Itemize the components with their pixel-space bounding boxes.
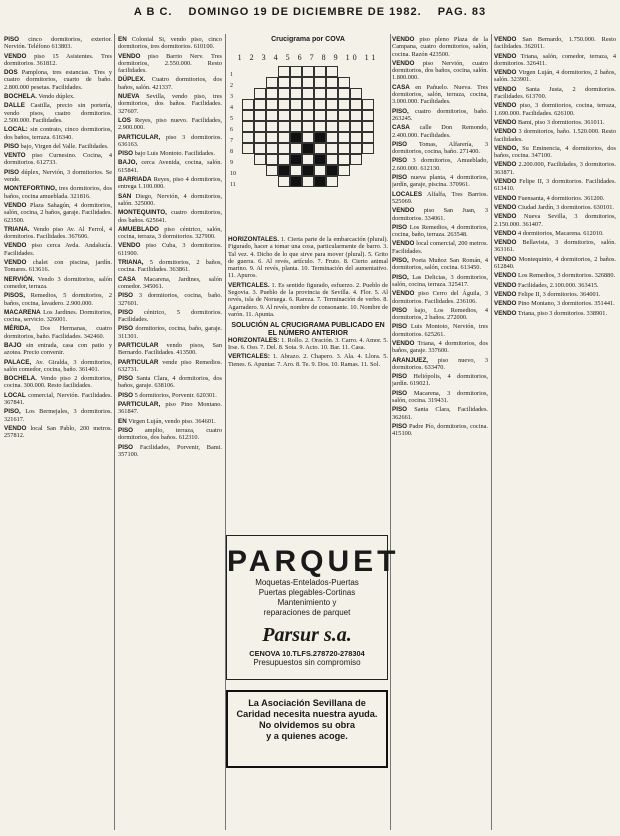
crossword-cell bbox=[266, 77, 278, 88]
ad-line: reparaciones de parquet bbox=[263, 608, 351, 617]
crossword-cell bbox=[362, 121, 374, 132]
classified-ad: PISO dormitorios, cocina, baño, garaje. 311301. bbox=[118, 325, 222, 340]
crossword-cell bbox=[266, 99, 278, 110]
classified-ad: PISO Luis Montoto, Nervión, tres dormitorios. 625261. bbox=[392, 323, 488, 338]
classified-ad: VENDO Los Remedios, 3 dormitorios. 326880. bbox=[494, 272, 616, 280]
crossword-cell bbox=[302, 88, 314, 99]
crossword-cell bbox=[362, 88, 374, 99]
crossword-cell bbox=[278, 176, 290, 187]
classified-ad: VENDO piso Cerro del Águila, 3 dormitorios. Facilidades. 236106. bbox=[392, 290, 488, 305]
classifieds-column-2 bbox=[118, 36, 222, 826]
classified-ad: VENDO Ciudad Jardín, 3 dormitorios. 630101. bbox=[494, 203, 615, 211]
classified-ad: BOCHELA. Vendo piso 2 dormitorios, cocina. 300.000. Resto facilidades. bbox=[4, 375, 112, 390]
charity-line: La Asociación Sevillana de bbox=[248, 698, 366, 708]
crossword-cell bbox=[254, 176, 266, 187]
crossword-cell bbox=[254, 110, 266, 121]
crossword-cell bbox=[290, 77, 302, 88]
crossword-cell bbox=[290, 88, 302, 99]
crossword-cell bbox=[338, 110, 350, 121]
crossword-cell bbox=[290, 132, 302, 143]
classified-ad: VENDO Virgen Luján, 4 dormitorios, 2 baños, salón. 323901. bbox=[494, 69, 616, 84]
crossword-cell bbox=[254, 66, 266, 77]
classified-ad: VENDO piso Cuba, 3 dormitorios. 611900. bbox=[118, 242, 222, 257]
classified-ad: PISO 3 dormitorios, Amueblado, 2.600.000. 612130. bbox=[392, 157, 488, 172]
classified-ad: TRIANA. Vendo piso Av. Al Ferrol, 4 dormitorios. Facilidades. 367606. bbox=[4, 225, 112, 241]
classified-ad: LOS Reyes, piso nuevo. Facilidades, 2.900.000. bbox=[118, 116, 222, 132]
crossword-cell bbox=[266, 66, 278, 77]
crossword-cell bbox=[302, 143, 314, 154]
classifieds-column-5 bbox=[392, 36, 488, 826]
crossword-cell bbox=[326, 165, 338, 176]
crossword-cell bbox=[350, 77, 362, 88]
classified-ad: PISO céntrico, 5 dormitorios. Facilidades. bbox=[118, 308, 222, 324]
classified-ad: PISO Los Remedios, 4 dormitorios, cocina, baño, terraza. 263548. bbox=[392, 223, 488, 239]
crossword-cell bbox=[314, 110, 326, 121]
classified-ad: CASA calle Don Remondo, 2.400.000. Facilidades. bbox=[392, 124, 488, 139]
crossword-cell bbox=[302, 66, 314, 77]
crossword-cell bbox=[242, 143, 254, 154]
crossword-cell bbox=[290, 165, 302, 176]
classified-ad: VENDO Fuensanta, 4 dormitorios. 361200. bbox=[494, 194, 605, 202]
classified-ad: VENDO piso cerca Avda. Andalucía. Facilidades. bbox=[4, 242, 112, 257]
classified-ad: DÚPLEX. Cuatro dormitorios, dos baños, salón. 421337. bbox=[118, 76, 222, 91]
classified-ad: VENDO 2.200.000, Facilidades, 3 dormitorios. 363871. bbox=[494, 161, 616, 176]
crossword-cell bbox=[314, 165, 326, 176]
classified-ad: DALLE Castilla, precio sin portería, vendo pisos, cuatro dormitorios. 2.500.000. Facilidades. bbox=[4, 102, 112, 124]
crossword-cell bbox=[350, 154, 362, 165]
classified-ad: VENDO Triana, salón, comedor, terraza, 4 dormitorios. 326411. bbox=[494, 52, 616, 67]
classified-ad: VENDO Pino Montano, 3 dormitorios. 351441. bbox=[494, 300, 615, 308]
crossword-cell bbox=[314, 132, 326, 143]
crossword-cell bbox=[326, 176, 338, 187]
crossword-cell bbox=[314, 77, 326, 88]
classified-ad: PISO, Las Delicias, 3 dormitorios, salón, cocina, terraza. 325417. bbox=[392, 273, 488, 288]
classified-ad: PARTICULAR vende piso Remedios. 632731. bbox=[118, 358, 222, 373]
crossword-cell bbox=[266, 110, 278, 121]
crossword-cell bbox=[266, 143, 278, 154]
crossword-cell bbox=[362, 154, 374, 165]
crossword-cell bbox=[314, 99, 326, 110]
crossword-row-number: 3 bbox=[230, 94, 233, 100]
crossword-row-number: 10 bbox=[230, 171, 236, 177]
crossword-cell bbox=[326, 110, 338, 121]
paper-name: A B C. bbox=[133, 6, 173, 18]
crossword-cell bbox=[254, 121, 266, 132]
classified-ad: VENDO piso 15 Asistentes. Tres dormitorios. 361812. bbox=[4, 52, 112, 67]
classified-ad: NUEVA Sevilla, vendo piso, tres dormitorios, dos baños. Facilidades. 327607. bbox=[118, 93, 222, 115]
crossword-cell bbox=[350, 121, 362, 132]
crossword-row-number: 8 bbox=[230, 149, 233, 155]
ad-logo: Parsur s.a. bbox=[262, 624, 352, 646]
crossword-cell bbox=[266, 154, 278, 165]
classified-ad: PISO, cuatro dormitorios, baño. 263245. bbox=[392, 107, 488, 122]
classified-ad: EN Virgen Luján, vendo piso. 364601. bbox=[118, 417, 216, 425]
classified-ad: VENDO local San Pablo, 200 metros. 257812. bbox=[4, 424, 112, 440]
classified-ad: VENDO chalet con piscina, jardín. Tomares. 613616. bbox=[4, 259, 112, 274]
classified-ad: VENDO piso Nervión, cuatro dormitorios, dos baños, cocina, salón. 1.800.000. bbox=[392, 59, 488, 82]
classified-ad: VENDO 4 dormitorios, Macarena. 612010. bbox=[494, 229, 604, 237]
classified-ad: AMUEBLADO piso céntrico, salón, cocina, terraza, 3 dormitorios. 327900. bbox=[118, 225, 222, 241]
classified-ad: VENDO piso San Juan, 3 dormitorios. 334061. bbox=[392, 207, 488, 222]
crossword-cell bbox=[326, 77, 338, 88]
classified-ad: PISO, Poeta Muñoz San Román, 4 dormitorios, salón, cocina. 613450. bbox=[392, 257, 488, 272]
crossword-cell bbox=[266, 88, 278, 99]
crossword-row-number: 11 bbox=[230, 182, 236, 188]
ad-line: Moquetas-Entelados-Puertas bbox=[255, 578, 359, 587]
classified-ad: PISO Heliópolis, 4 dormitorios, jardín. 619021. bbox=[392, 373, 488, 388]
classified-ad: PISO Tomas, Alfarería, 3 dormitorios, cocina, baño. 271400. bbox=[392, 140, 488, 156]
classified-ad: VENDO, Su Eminencia, 4 dormitorios, dos baños, cocina. 347100. bbox=[494, 144, 616, 160]
classified-ad: MONTEFORTINO, tres dormitorios, dos baños, cocina amueblada. 321816. bbox=[4, 185, 112, 200]
crossword-cell bbox=[350, 132, 362, 143]
crossword-cell bbox=[278, 165, 290, 176]
classified-ad: EN Colonial Si, vendo piso, cinco dormitorios, tres dormitorios. 610100. bbox=[118, 36, 222, 51]
classified-ad: VENDO Facilidades, 2.100.000. 363415. bbox=[494, 281, 599, 289]
classified-ad: BOCHELA. Vendo dúplex. bbox=[4, 93, 75, 101]
classified-ad: PARTICULAR, piso Pino Montano. 361847. bbox=[118, 401, 222, 416]
crossword-cell bbox=[350, 110, 362, 121]
classified-ad: PISO amplio, terraza, cuatro dormitorios, dos baños. 612310. bbox=[118, 426, 222, 442]
classified-ad: VENDO 3 dormitorios, baño. 1.520.000. Resto facilidades. bbox=[494, 128, 616, 143]
crossword-grid bbox=[242, 66, 374, 187]
crossword-cell bbox=[242, 99, 254, 110]
classified-ad: LOCAL comercial, Nervión. Facilidades. 367841. bbox=[4, 391, 112, 407]
crossword-row-number: 5 bbox=[230, 116, 233, 122]
classified-ad: LOCAL: sin contrato, cinco dormitorios, dos baños, terraza. 616340. bbox=[4, 126, 112, 141]
crossword-cell bbox=[314, 66, 326, 77]
crossword-cell bbox=[362, 176, 374, 187]
crossword-title: Crucigrama por COVA bbox=[271, 36, 345, 43]
classified-ad: NERVIÓN. Vendo 3 dormitorios, salón comedor, terraza. bbox=[4, 275, 112, 290]
classified-ad: MONTEQUINTO, cuatro dormitorios, dos baños. 625641. bbox=[118, 209, 222, 224]
crossword-cell bbox=[242, 132, 254, 143]
classified-ad: CASA Macarena, Jardines, salón comedor. 345061. bbox=[118, 275, 222, 290]
crossword-cell bbox=[326, 132, 338, 143]
classified-ad: VENDO Felipe II, 3 dormitorios. 364001. bbox=[494, 290, 601, 298]
crossword-cell bbox=[278, 132, 290, 143]
classified-ad: MACARENA Los Jardines. Dormitorios, cocina, servicio. 326001. bbox=[4, 308, 112, 324]
crossword-cell bbox=[290, 110, 302, 121]
crossword-cell bbox=[242, 77, 254, 88]
crossword bbox=[228, 36, 388, 187]
classified-ad: VENDO Montequinto, 4 dormitorios, 2 baños. 612840. bbox=[494, 255, 616, 271]
classified-ad: PISO Santa Clara, 4 dormitorios, dos baños, garaje. 638106. bbox=[118, 375, 222, 390]
crossword-cell bbox=[254, 77, 266, 88]
crossword-cell bbox=[254, 99, 266, 110]
crossword-cell bbox=[242, 154, 254, 165]
classified-ad: PARTICULAR vendo pisos, San Bernardo. Facilidades. 413500. bbox=[118, 341, 222, 357]
crossword-cell bbox=[254, 143, 266, 154]
crossword-cell bbox=[266, 121, 278, 132]
crossword-cell bbox=[278, 121, 290, 132]
crossword-cell bbox=[302, 110, 314, 121]
classified-ad: PALACE, Av. Giralda, 3 dormitorios, salón comedor, cocina, baño. 361401. bbox=[4, 358, 112, 373]
crossword-cell bbox=[362, 110, 374, 121]
classified-ad: VENDO Nueva Sevilla, 3 dormitorios, 2.150.000. 361407. bbox=[494, 213, 616, 228]
crossword-cell bbox=[314, 88, 326, 99]
classified-ad: PISO 5 dormitorios, Porvenir. 620301. bbox=[118, 391, 217, 399]
issue-date: DOMINGO 19 DE DICIEMBRE DE 1982. bbox=[188, 6, 422, 18]
column-rule bbox=[390, 34, 391, 830]
crossword-row-number: 2 bbox=[230, 83, 233, 89]
crossword-cell bbox=[278, 143, 290, 154]
crossword-cell bbox=[266, 132, 278, 143]
crossword-cell bbox=[326, 143, 338, 154]
crossword-cell bbox=[314, 176, 326, 187]
crossword-cell bbox=[290, 66, 302, 77]
crossword-cell bbox=[278, 66, 290, 77]
ad-tagline: Presupuestos sin compromiso bbox=[253, 658, 361, 667]
classified-ad: VENDO Triana, 4 dormitorios, dos baños, garaje. 337600. bbox=[392, 339, 488, 355]
crossword-cell bbox=[254, 88, 266, 99]
crossword-cell bbox=[350, 165, 362, 176]
crossword-cell bbox=[314, 143, 326, 154]
crossword-cell bbox=[338, 77, 350, 88]
charity-line: y a quienes acoge. bbox=[266, 731, 348, 741]
vertical-clues: VERTICALES. 1. Es sentido figurado, esfuerzo. 2. Pueblo de Segovia. 3. Pueblo de la provincia de Sevilla. 4. Flor. 5. Al revés, isla de Noruega. 6. Rareza. 7. Terminación de verbo. 8. Agarradero. 9. Al revés, nombre de consonante. 10. Nombre de varón. 11. Apunta. bbox=[228, 281, 388, 318]
crossword-cell bbox=[338, 176, 350, 187]
crossword-cell bbox=[278, 99, 290, 110]
crossword-clues bbox=[228, 236, 388, 370]
classified-ad: TRIANA, 5 dormitorios, 2 baños, cocina. Facilidades. 363861. bbox=[118, 259, 222, 274]
classified-ad: VENDO Bami, piso 3 dormitorios. 361011. bbox=[494, 118, 605, 126]
classified-ad: PISO bajo Luis Montoto. Facilidades. bbox=[118, 150, 215, 158]
classified-ad: VENDO Felipe II, 3 dormitorios. Facilidades. 613410. bbox=[494, 178, 616, 193]
crossword-cell bbox=[350, 66, 362, 77]
crossword-cell bbox=[350, 88, 362, 99]
crossword-cell bbox=[362, 143, 374, 154]
crossword-row-number: 9 bbox=[230, 160, 233, 166]
classified-ad: PISOS, Remedios, 5 dormitorios, 2 baños, cocina, lavadero. 2.900.000. bbox=[4, 292, 112, 307]
classified-ad: PISO Facilidades, Porvenir, Bami. 357100. bbox=[118, 443, 222, 458]
classified-ad: VENDO Santa Justa, 2 dormitorios. Facilidades. 613700. bbox=[494, 85, 616, 101]
crossword-cell bbox=[266, 176, 278, 187]
ad-line: Mantenimiento y bbox=[277, 598, 337, 607]
crossword-cell bbox=[362, 132, 374, 143]
classified-ad: PISO 3 dormitorios, cocina, baño. 327601. bbox=[118, 292, 222, 307]
solution-horizontal: HORIZONTALES: 1. Rollo. 2. Oración. 3. Carro. 4. Amor. 5. Irse. 6. Oso. 7. Del. 8. Sota. 9. Acto. 10. Bar. 11. Casa. bbox=[228, 336, 388, 352]
crossword-cell bbox=[302, 165, 314, 176]
crossword-cell bbox=[350, 99, 362, 110]
crossword-cell bbox=[326, 88, 338, 99]
classified-ad: ARANJUEZ, piso nuevo, 3 dormitorios. 633470. bbox=[392, 356, 488, 371]
crossword-cell bbox=[302, 132, 314, 143]
ad-line: Puertas plegables-Cortinas bbox=[258, 588, 356, 597]
crossword-cell bbox=[302, 154, 314, 165]
crossword-cell bbox=[242, 176, 254, 187]
classified-ad: PISO nueva planta, 4 dormitorios, jardín, garaje, piscina. 370961. bbox=[392, 174, 488, 189]
crossword-cell bbox=[362, 66, 374, 77]
classifieds-column-6 bbox=[494, 36, 616, 826]
crossword-cell bbox=[242, 110, 254, 121]
crossword-cell bbox=[350, 143, 362, 154]
classified-ad: BAJO sin entrada, casa con patio y azotea. Precio convenir. bbox=[4, 341, 112, 357]
crossword-row-number: 4 bbox=[230, 105, 233, 111]
crossword-row-number: 7 bbox=[230, 138, 233, 144]
classified-ad: VENDO Triana, piso 3 dormitorios. 338901. bbox=[494, 309, 608, 317]
classified-ad: CASA en Pañuelo. Nueva. Tres dormitorios, salón, terraza, cocina, 3.000.000. Facilidades. bbox=[392, 83, 488, 106]
crossword-cell bbox=[242, 165, 254, 176]
charity-line: No olvidemos su obra bbox=[259, 720, 355, 730]
crossword-cell bbox=[362, 77, 374, 88]
crossword-cell bbox=[290, 154, 302, 165]
crossword-row-number: 1 bbox=[230, 72, 233, 78]
classified-ad: VENDO piso pleno Plaza de la Campana, cuatro dormitorios, salón, cocina. Razón 423500. bbox=[392, 36, 488, 58]
crossword-cell bbox=[290, 176, 302, 187]
classified-ad: DOS Pamplona, tres estancias. Tres y cuatro dormitorios, cuarto de baño. 2.800.000 pesetas. Facilidades. bbox=[4, 69, 112, 91]
classified-ad: PISO Santa Clara, Facilidades. 362661. bbox=[392, 406, 488, 421]
crossword-column-numbers: 1 2 3 4 5 6 7 8 9 10 11 bbox=[237, 53, 379, 62]
crossword-cell bbox=[278, 77, 290, 88]
crossword-cell bbox=[350, 176, 362, 187]
crossword-cell bbox=[314, 154, 326, 165]
classified-ad: LOCALES Alfalfa, Tres Barrios. 525069. bbox=[392, 190, 488, 205]
crossword-cell bbox=[290, 143, 302, 154]
crossword-cell bbox=[290, 99, 302, 110]
ad-title: PARQUET bbox=[227, 545, 400, 578]
classified-ad: VENDO piso Barrio Nerv. Tres dormitorios, 2.550.000. Resto facilidades. bbox=[118, 52, 222, 75]
charity-advertisement bbox=[226, 690, 388, 768]
horizontal-clues: HORIZONTALES. 1. Cierta parte de la embarcación (plural). Figurado, hacer a tomar una cosa, particularmente de barro. 3. Tal vez. 4. Dicho de lo que sirve para mover (plural). 5. Grito de guerra. 6. Al revés, artículo. 7. Fruto. 8. Cierto animal marino. 9. Al revés, planta. 10. Terminación del aumentativo. 11. Apuros. bbox=[228, 236, 388, 280]
crossword-cell bbox=[278, 88, 290, 99]
crossword-cell bbox=[362, 165, 374, 176]
classifieds-column-1 bbox=[4, 36, 112, 826]
crossword-cell bbox=[338, 154, 350, 165]
page-number: PAG. 83 bbox=[437, 6, 487, 18]
solution-title: SOLUCIÓN AL CRUCIGRAMA PUBLICADO EN EL NÚMERO ANTERIOR bbox=[231, 322, 385, 337]
crossword-cell bbox=[302, 176, 314, 187]
crossword-cell bbox=[326, 99, 338, 110]
classified-ad: PISO Padre Pío, dormitorios, cocina. 415100. bbox=[392, 422, 488, 438]
crossword-cell bbox=[338, 121, 350, 132]
crossword-cell bbox=[338, 99, 350, 110]
column-rule bbox=[114, 34, 115, 830]
crossword-cell bbox=[302, 99, 314, 110]
classified-ad: VENDO piso, 3 dormitorios, cocina, terraza, 1.690.000. Facilidades. 626100. bbox=[494, 102, 616, 117]
column-rule bbox=[491, 34, 492, 830]
solution-vertical: VERTICALES: 1. Abrazo. 2. Chapero. 3. Ala. 4. Llora. 5. Tienes. 6. Apuntar. 7. Aro. 8. Te. 9. Dos. 10. Ramas. 11. Sol. bbox=[228, 353, 389, 368]
crossword-cell bbox=[254, 165, 266, 176]
crossword-cell bbox=[338, 132, 350, 143]
classified-ad: VENDO local comercial, 200 metros. Facilidades. bbox=[392, 240, 488, 255]
ad-address: CENOVA 10.TLFS.278720-278304 bbox=[249, 649, 365, 658]
crossword-cell bbox=[326, 121, 338, 132]
crossword-cell bbox=[254, 154, 266, 165]
classified-ad: PISO bajo, Virgen del Valle. Facilidades. bbox=[4, 142, 109, 150]
crossword-cell bbox=[242, 121, 254, 132]
crossword-cell bbox=[338, 143, 350, 154]
classified-ad: PISO, Los Bermejales, 3 dormitorios. 321617. bbox=[4, 408, 112, 423]
crossword-cell bbox=[338, 66, 350, 77]
crossword-cell bbox=[302, 121, 314, 132]
classified-ad: PISO cinco dormitorios, exterior. Nervión. Teléfono 613803. bbox=[4, 36, 112, 51]
crossword-cell bbox=[242, 88, 254, 99]
crossword-cell bbox=[338, 165, 350, 176]
classified-ad: VENDO San Bernardo, 1.750.000. Resto facilidades. 362011. bbox=[494, 36, 616, 51]
crossword-cell bbox=[278, 154, 290, 165]
crossword-cell bbox=[326, 154, 338, 165]
crossword-cell bbox=[314, 121, 326, 132]
crossword-cell bbox=[338, 88, 350, 99]
crossword-row-number: 6 bbox=[230, 127, 233, 133]
crossword-cell bbox=[302, 77, 314, 88]
classified-ad: PISO Macarena, 3 dormitorios, salón, cocina. 319431. bbox=[392, 389, 488, 405]
classified-ad: PISO bajo, Los Remedios, 4 dormitorios, 2 baños. 272000. bbox=[392, 306, 488, 322]
parquet-advertisement bbox=[226, 535, 400, 680]
classified-ad: MÉRIDA, Dos Hermanas, cuatro dormitorios, baño. Facilidades. 342460. bbox=[4, 325, 112, 340]
classified-ad: SAN Diego, Nervión, 4 dormitorios, salón. 325000. bbox=[118, 192, 222, 207]
crossword-cell bbox=[290, 121, 302, 132]
crossword-cell bbox=[266, 165, 278, 176]
classified-ad: VENTO piso Curnesino. Cocina, 4 dormitorios. 612733. bbox=[4, 152, 112, 167]
crossword-row-numbers bbox=[230, 70, 236, 191]
crossword-cell bbox=[362, 99, 374, 110]
crossword-cell bbox=[278, 110, 290, 121]
crossword-cell bbox=[242, 66, 254, 77]
classified-ad: PARTICULAR, piso 3 dormitorios. 636163. bbox=[118, 133, 222, 148]
classified-ad: VENDO Plaza Sahagún, 4 dormitorios, salón, cocina, 2 baños, garaje. Facilidades. 623500. bbox=[4, 201, 112, 224]
classified-ad: BAJO, cerca Avenida, cocina, salón. 615841. bbox=[118, 159, 222, 174]
classified-ad: BARRIADA Reyes, piso 4 dormitorios, entrega 1.100.000. bbox=[118, 176, 222, 191]
classified-ad: PISO dúplex, Nervión, 3 dormitorios. Se vende. bbox=[4, 168, 112, 184]
page-header bbox=[0, 6, 620, 28]
classified-ad: VENDO Bellavista, 3 dormitorios, salón. 363161. bbox=[494, 239, 616, 254]
crossword-cell bbox=[254, 132, 266, 143]
charity-line: Caridad necesita nuestra ayuda. bbox=[236, 709, 378, 719]
crossword-cell bbox=[326, 66, 338, 77]
